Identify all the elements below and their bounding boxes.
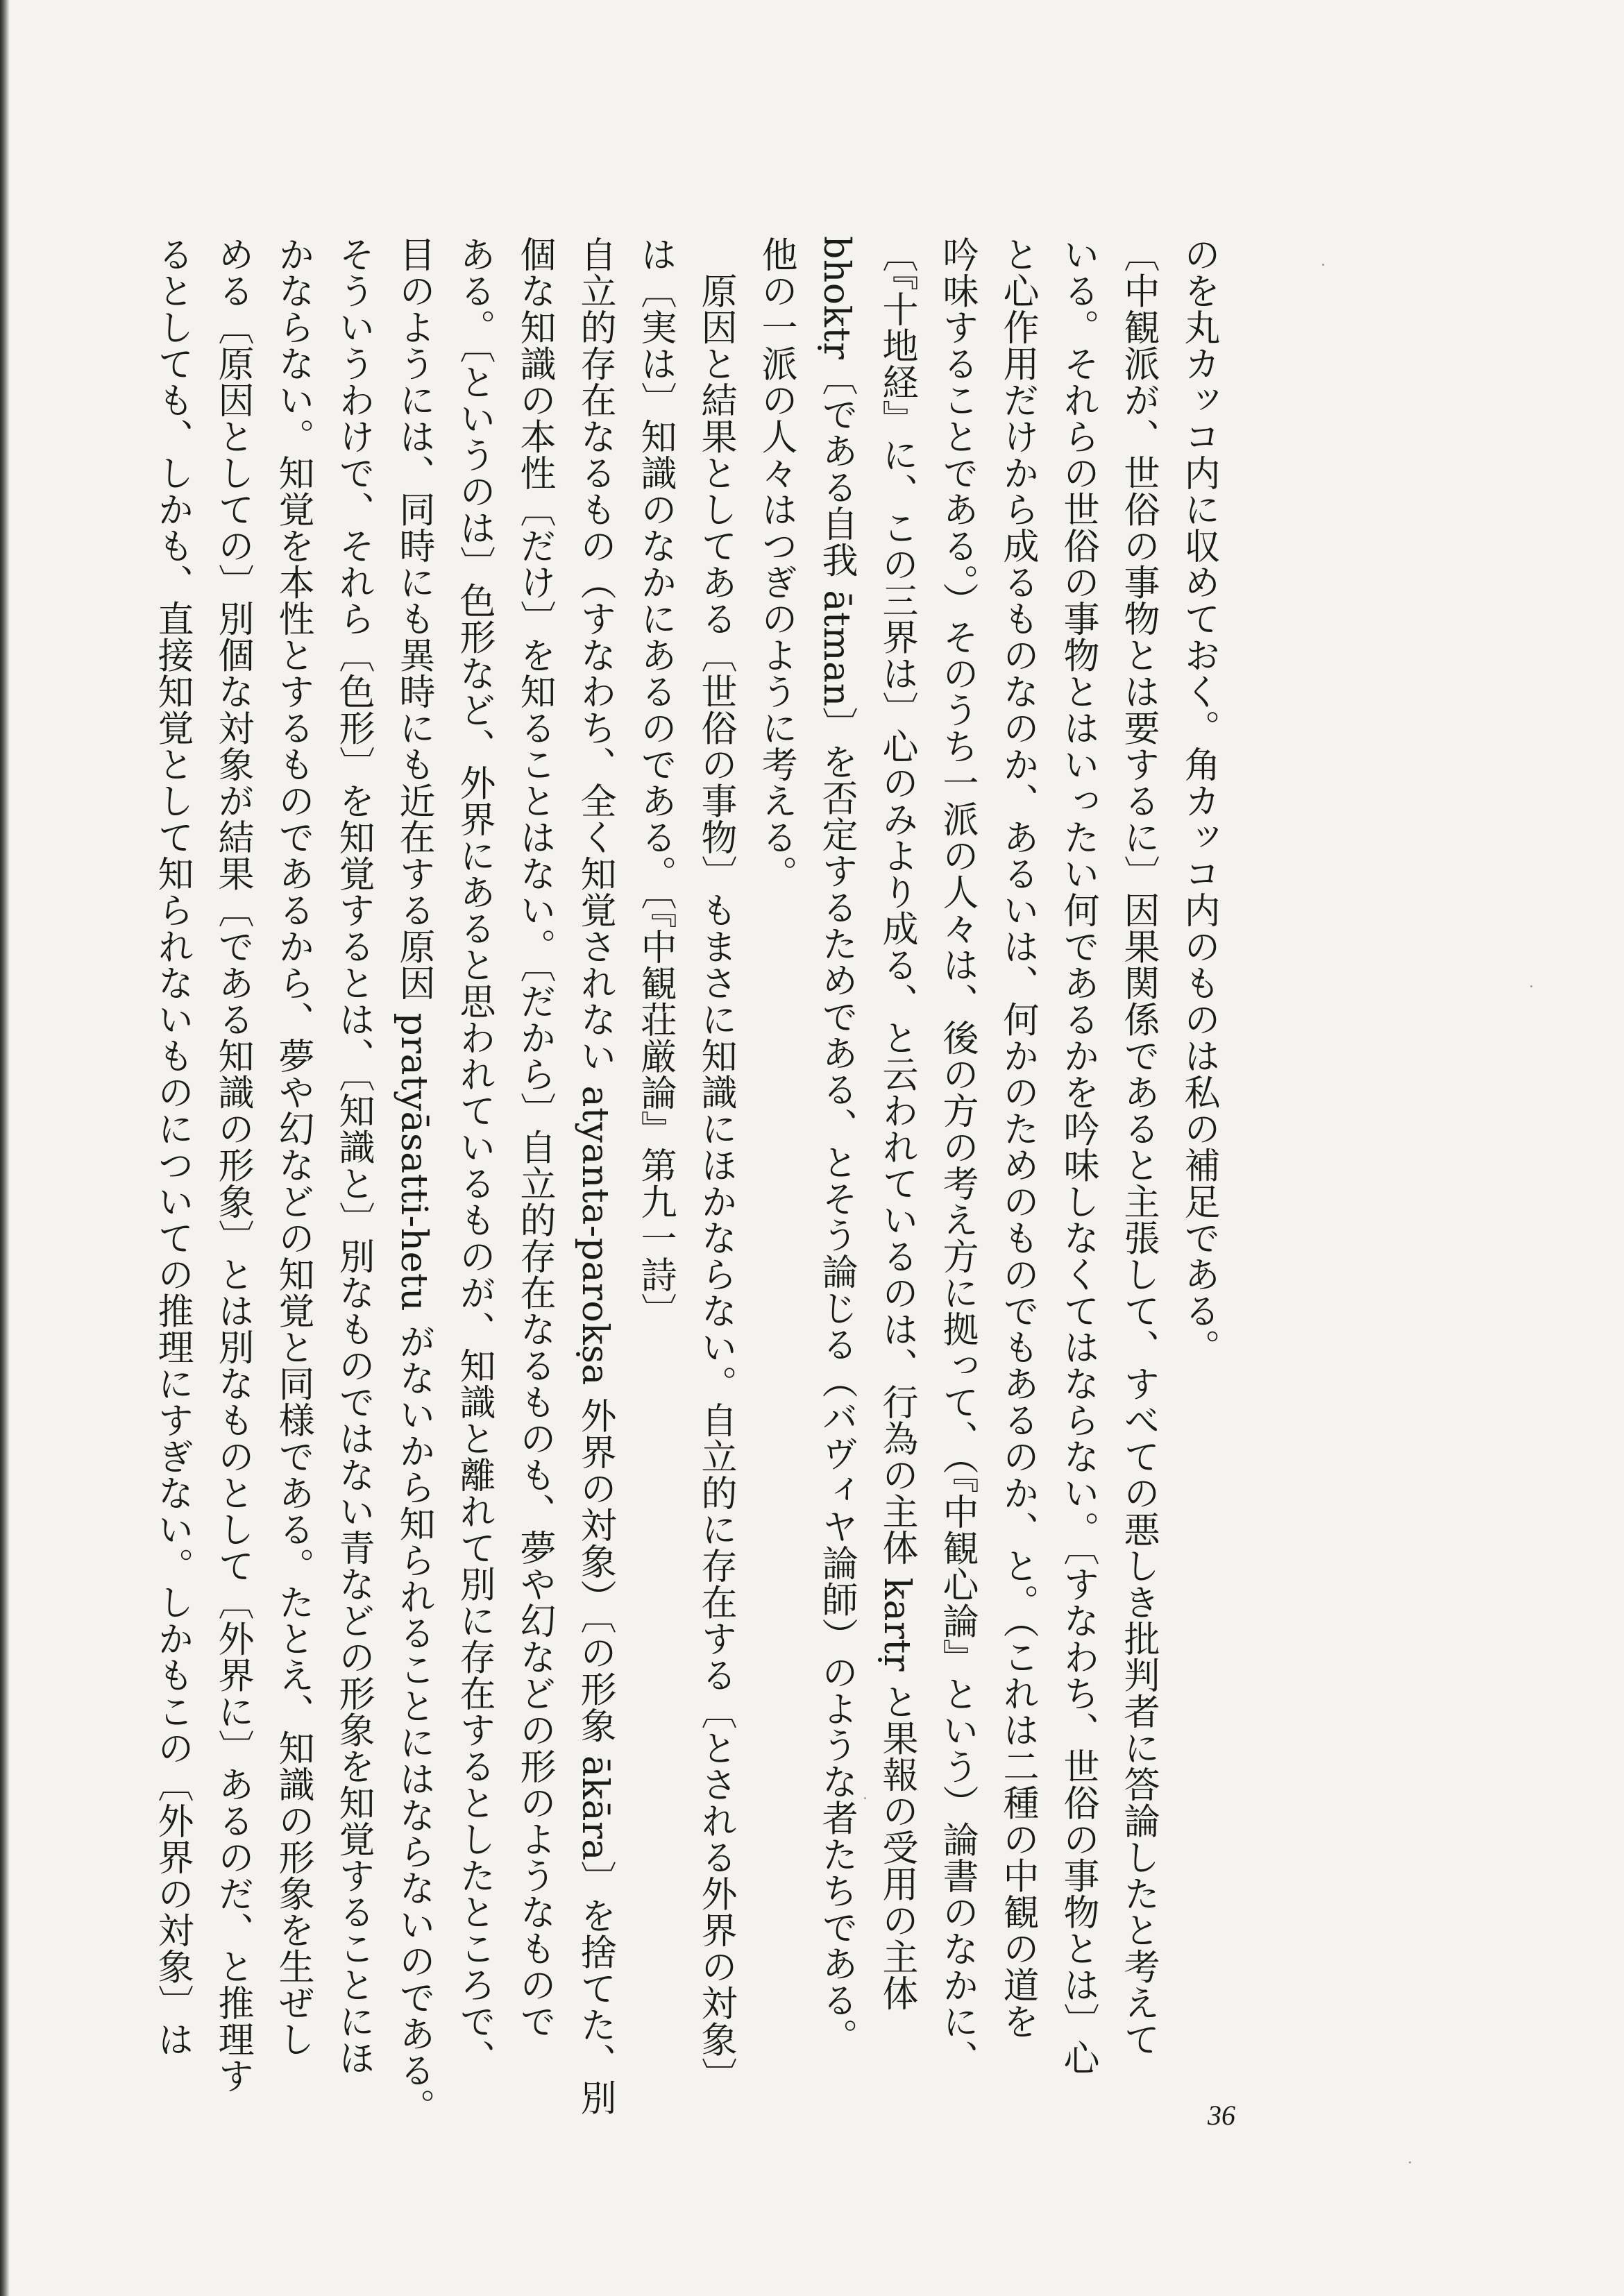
page-binding-edge bbox=[0, 0, 10, 2296]
text-line: 個な知識の本性〔だけ〕を知ることはない。〔だから〕自立的存在なるものも、夢や幻などの形のようなもので bbox=[514, 236, 555, 2039]
paper-speck bbox=[1409, 2161, 1411, 2163]
text-line: 他の一派の人々はつぎのように考える。 bbox=[755, 236, 797, 892]
paper-speck bbox=[864, 1797, 866, 1799]
text-line: 原因と結果としてある〔世俗の事物〕もまさに知識にほかならない。自立的に存在する〔とされる外界の対象〕 bbox=[695, 236, 736, 2094]
paper-speck bbox=[1530, 985, 1532, 987]
text-line: 〔中観派が、世俗の事物とは要するに〕因果関係であると主張して、すべての悪しき批判者に答論したと考えて bbox=[1117, 236, 1159, 2057]
page-number: 36 bbox=[1208, 2100, 1235, 2131]
text-line: いる。それらの世俗の事物とはいったい何であるかを吟味しなくてはならない。〔すなわち、世俗の事物とは〕心 bbox=[1057, 236, 1099, 2076]
text-line: るとしても、しかも、直接知覚として知られないものについての推理にすぎない。しかもこの〔外界の対象〕は bbox=[151, 236, 193, 2057]
text-line: bhoktṛ〔である自我 ātman〕を否定するためである、とそう論じる（バヴィヤ論師）のような者たちである。 bbox=[815, 236, 857, 2055]
text-line: 自立的存在なるもの（すなわち、全く知覚されない atyanta-parokṣa 外界の対象）〔の形象 ākāra〕を捨てた、別 bbox=[574, 236, 616, 2116]
text-line: ある。〔というのは〕色形など、外界にあると思われているものが、知識と離れて別に存在するとしたところで、 bbox=[453, 236, 495, 2076]
text-line: 吟味することである。）そのうち一派の人々は、後の方の考え方に拠って、（『中観心論』という）論書のなかに、 bbox=[936, 236, 978, 2076]
text-line: そういうわけで、それら〔色形〕を知覚するとは、〔知識と〕別なものではない青などの形象を知覚することにほ bbox=[332, 236, 374, 2076]
paper-speck bbox=[1322, 264, 1324, 266]
text-line: のを丸カッコ内に収めておく。角カッコ内のものは私の補足である。 bbox=[1178, 236, 1219, 1366]
text-line: める〔原因としての〕別個な対象が結果〔である知識の形象〕とは別なものとして〔外界に〕あるのだ、と推理す bbox=[212, 236, 253, 2094]
text-line: 目のようには、同時にも異時にも近在する原因 pratyāsatti-hetu がないから知られることにはならないのである。 bbox=[393, 236, 434, 2125]
text-line: かならない。知覚を本性とするものであるから、夢や幻などの知覚と同様である。たとえ、知識の形象を生ぜし bbox=[272, 236, 314, 2057]
text-line: は〔実は〕知識のなかにあるのである。〔『中観荘厳論』第九一詩〕 bbox=[634, 236, 676, 1329]
text-line: と心作用だけから成るものなのか、あるいは、何かのためのものでもあるのか、と。（これは二種の中観の道を bbox=[997, 236, 1038, 2039]
text-line: 〔『十地経』に、この三界は〕心のみより成る、と云われているのは、行為の主体 kartṛ と果報の受用の主体 bbox=[876, 236, 917, 2012]
